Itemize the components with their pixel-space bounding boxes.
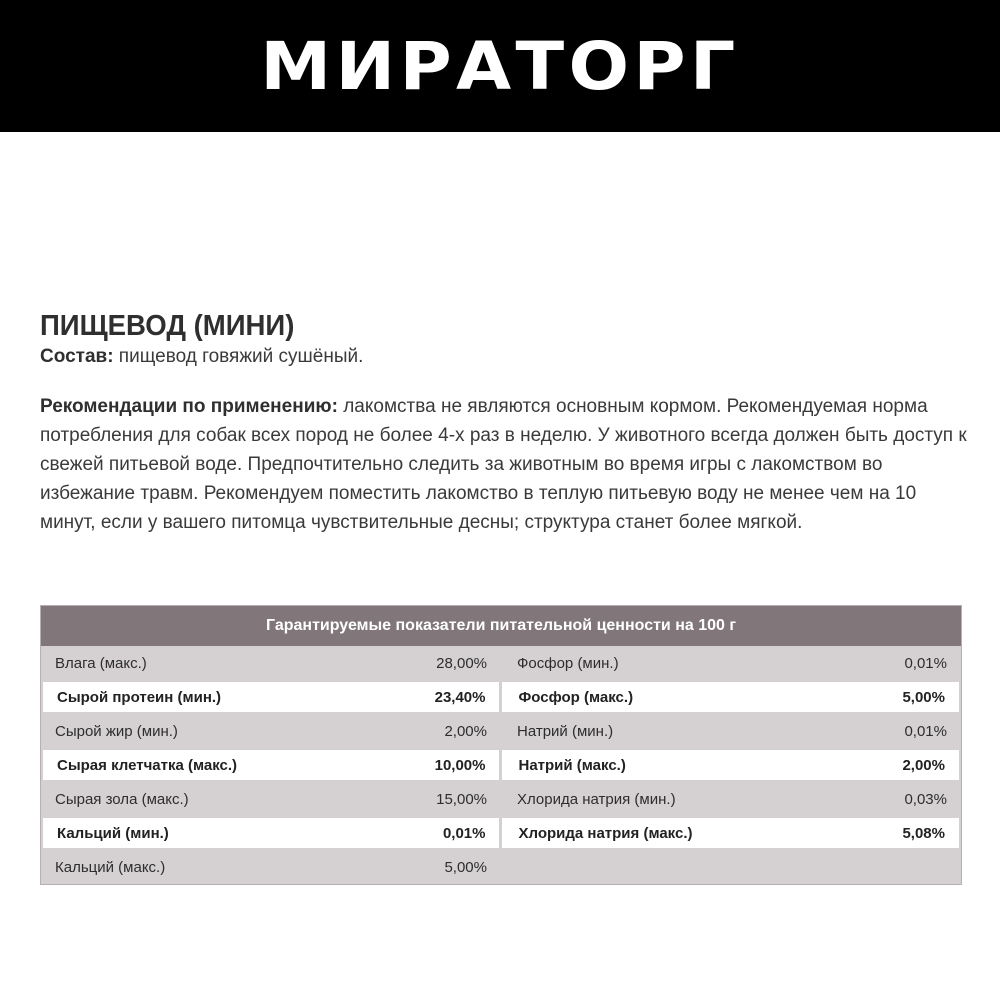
nutrient-cell-left	[43, 818, 499, 848]
composition-label: Состав:	[40, 346, 114, 367]
nutrition-table-heading: Гарантируемые показатели питательной ценности на 100 г	[41, 606, 961, 646]
nutrient-cell-left	[41, 850, 501, 884]
nutrient-cell-right	[502, 818, 959, 848]
table-row	[41, 782, 961, 816]
nutrient-label: Натрий (мин.)	[517, 722, 614, 740]
nutrient-value: 0,01%	[904, 654, 947, 672]
table-row	[41, 816, 961, 850]
nutrition-table-body	[41, 646, 961, 884]
product-description	[40, 308, 970, 537]
nutrient-label: Сырая клетчатка (макс.)	[57, 756, 238, 774]
nutrient-value: 0,03%	[904, 790, 947, 808]
nutrient-label: Сырая зола (макс.)	[55, 790, 189, 808]
nutrient-value: 5,08%	[902, 824, 945, 842]
nutrient-cell-right	[501, 782, 961, 816]
composition-line	[40, 344, 970, 370]
brand-header	[0, 0, 1000, 132]
nutrient-value: 10,00%	[434, 756, 486, 774]
nutrient-value: 5,00%	[444, 858, 487, 876]
nutrient-label: Кальций (мин.)	[57, 824, 169, 842]
recommendations-label: Рекомендации по применению:	[40, 396, 338, 417]
composition-text: пищевод говяжий сушёный.	[113, 346, 364, 367]
nutrient-label: Влага (макс.)	[55, 654, 147, 672]
brand-logo: МИРАТОРГ	[260, 27, 740, 105]
nutrient-label: Фосфор (мин.)	[517, 654, 619, 672]
nutrient-value: 2,00%	[902, 756, 945, 774]
table-row	[41, 680, 961, 714]
table-row	[41, 646, 961, 680]
table-row	[41, 714, 961, 748]
recommendations-text: лакомства не являются основным кормом. Рекомендуемая норма потребления для собак всех пород не более 4-х раз в неделю. У животного всегда должен быть доступ к свежей питьевой воде. Предпочтительно следить за животным во время игры с лакомством во избежание травм. Рекомендуем поместить лакомство в теплую питьевую воду не менее чем на 10 минут, если у вашего питомца чувствительные десны; структура станет более мягкой.	[40, 396, 967, 533]
nutrient-label: Кальций (макс.)	[55, 858, 166, 876]
nutrient-value: 5,00%	[902, 688, 945, 706]
nutrient-label: Фосфор (макс.)	[518, 688, 634, 706]
nutrient-value: 28,00%	[436, 654, 487, 672]
table-row	[41, 748, 961, 782]
table-row	[41, 850, 961, 884]
nutrient-label: Хлорида натрия (макс.)	[518, 824, 693, 842]
nutrient-cell-left	[41, 782, 501, 816]
product-title: ПИЩЕВОД (МИНИ)	[40, 310, 295, 342]
nutrient-cell-right	[501, 714, 961, 748]
nutrient-cell-left	[43, 750, 499, 780]
nutrient-value: 2,00%	[444, 722, 487, 740]
nutrient-label: Хлорида натрия (мин.)	[517, 790, 676, 808]
nutrient-cell-left	[41, 646, 501, 680]
nutrient-cell-left	[43, 682, 499, 712]
recommendations-paragraph	[40, 392, 970, 537]
nutrient-cell-right	[502, 750, 959, 780]
nutrient-value: 15,00%	[436, 790, 487, 808]
nutrient-label: Сырой жир (мин.)	[55, 722, 178, 740]
nutrition-table	[40, 605, 962, 885]
nutrient-label: Сырой протеин (мин.)	[57, 688, 222, 706]
nutrient-cell-right	[501, 850, 961, 884]
nutrient-value: 23,40%	[434, 688, 486, 706]
nutrient-cell-right	[502, 682, 959, 712]
nutrient-cell-left	[41, 714, 501, 748]
nutrient-cell-right	[501, 646, 961, 680]
nutrient-label: Натрий (макс.)	[518, 756, 626, 774]
nutrient-value: 0,01%	[442, 824, 486, 842]
nutrient-value: 0,01%	[904, 722, 947, 740]
